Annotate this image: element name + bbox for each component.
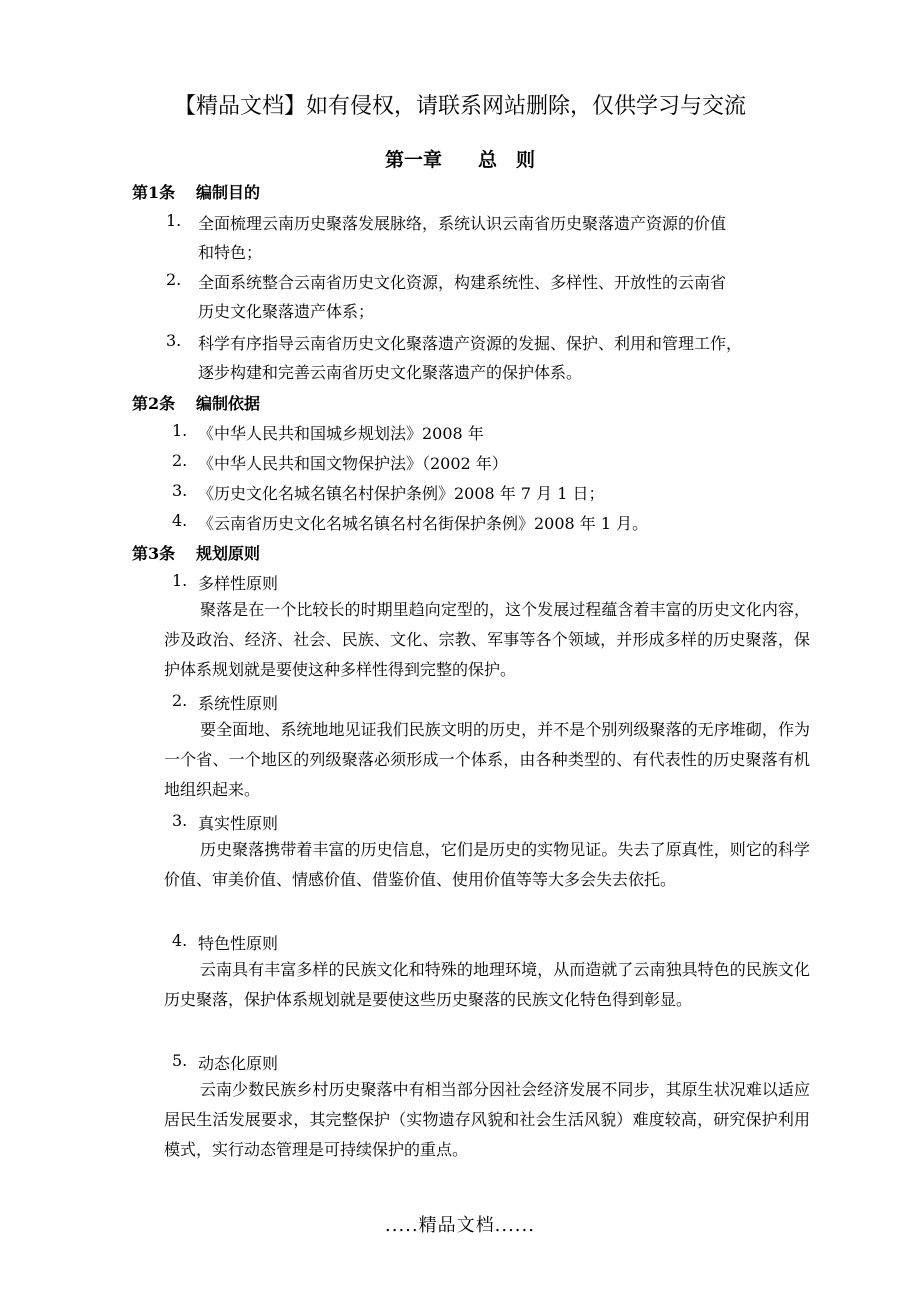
principle-body-text: 云南少数民族乡村历史聚落中有相当部分因社会经济发展不同步，其原生状况难以适应居民生活发展要求，其完整保护（实物遗存风貌和社会生活风貌）难度较高，研究保护利用模式，实行动态管理是可持续保护的重点。 <box>164 1080 810 1159</box>
principle-body-text: 历史聚落携带着丰富的历史信息，它们是历史的实物见证。失去了原真性，则它的科学价值、审美价值、情感价值、借鉴价值、使用价值等等大多会失去依托。 <box>164 840 810 889</box>
principle-number: 3. <box>172 811 188 830</box>
list-item-text: 《历史文化名城名镇名村保护条例》2008 年 7 月 1 日； <box>198 484 605 503</box>
list-item-line: 全面梳理云南历史聚落发展脉络，系统认识云南省历史聚落遗产资源的价值 <box>198 214 727 233</box>
principle-body-text: 聚落是在一个比较长的时期里趋向定型的，这个发展过程蕴含着丰富的历史文化内容，涉及政治、经济、社会、民族、文化、宗教、军事等各个领域，并形成多样的历史聚落，保护体系规划就是要使这种多样性得到完整的保护。 <box>164 600 810 679</box>
list-item-text: 《云南省历史文化名城名镇名村名街保护条例》2008 年 1 月。 <box>198 514 649 533</box>
list-item-number: 2. <box>166 270 182 289</box>
article-number: 第1条 <box>132 183 176 202</box>
principle-body <box>164 1075 810 1165</box>
footer-watermark: .....精品文档...... <box>385 1215 535 1236</box>
principle-number: 2. <box>172 691 188 710</box>
list-item-number: 1. <box>166 211 182 230</box>
chapter-title: 总 则 <box>478 149 536 171</box>
principle-title: 特色性原则 <box>198 934 279 953</box>
list-item-line: 和特色； <box>198 243 263 262</box>
list-item-line: 科学有序指导云南省历史文化聚落遗产资源的发掘、保护、利用和管理工作， <box>198 334 743 353</box>
article-number: 第3条 <box>132 544 176 563</box>
article-title: 规划原则 <box>196 544 261 563</box>
article-title: 编制目的 <box>196 183 261 202</box>
principle-title: 真实性原则 <box>198 814 279 833</box>
list-item-number: 1. <box>172 421 188 440</box>
list-item-number: 3. <box>172 481 188 500</box>
principle-body <box>164 955 810 1015</box>
principle-body <box>164 715 810 805</box>
principle-number: 4. <box>172 931 188 950</box>
principle-number: 1. <box>172 571 188 590</box>
watermark-header: 【精品文档】如有侵权，请联系网站删除，仅供学习与交流 <box>173 94 746 119</box>
list-item-number: 4. <box>172 511 188 530</box>
article-title: 编制依据 <box>196 394 261 413</box>
list-item-line: 逐步构建和完善云南省历史文化聚落遗产的保护体系。 <box>198 363 583 382</box>
principle-title: 动态化原则 <box>198 1054 279 1073</box>
list-item-text: 《中华人民共和国城乡规划法》2008 年 <box>198 424 484 443</box>
principle-body <box>164 835 810 895</box>
list-item-line: 全面系统整合云南省历史文化资源，构建系统性、多样性、开放性的云南省 <box>198 273 727 292</box>
list-item-line: 历史文化聚落遗产体系； <box>198 302 375 321</box>
principle-body <box>164 595 810 685</box>
list-item-text: 《中华人民共和国文物保护法》（2002 年） <box>198 454 508 473</box>
article-number: 第2条 <box>132 394 176 413</box>
article-heading <box>132 391 260 414</box>
article-heading <box>132 541 260 564</box>
principle-body-text: 要全面地、系统地地见证我们民族文明的历史，并不是个别列级聚落的无序堆砌，作为一个省、一个地区的列级聚落必须形成一个体系，由各种类型的、有代表性的历史聚落有机地组织起来。 <box>164 720 810 799</box>
article-heading <box>132 180 260 203</box>
principle-title: 多样性原则 <box>198 574 279 593</box>
principle-title: 系统性原则 <box>198 694 279 713</box>
list-item-number: 3. <box>166 331 182 350</box>
principle-body-text: 云南具有丰富多样的民族文化和特殊的地理环境，从而造就了云南独具特色的民族文化历史聚落，保护体系规划就是要使这些历史聚落的民族文化特色得到彰显。 <box>164 960 810 1009</box>
chapter-heading <box>0 145 920 172</box>
list-item-number: 2. <box>172 451 188 470</box>
principle-number: 5. <box>172 1051 188 1070</box>
chapter-number: 第一章 <box>384 149 442 171</box>
